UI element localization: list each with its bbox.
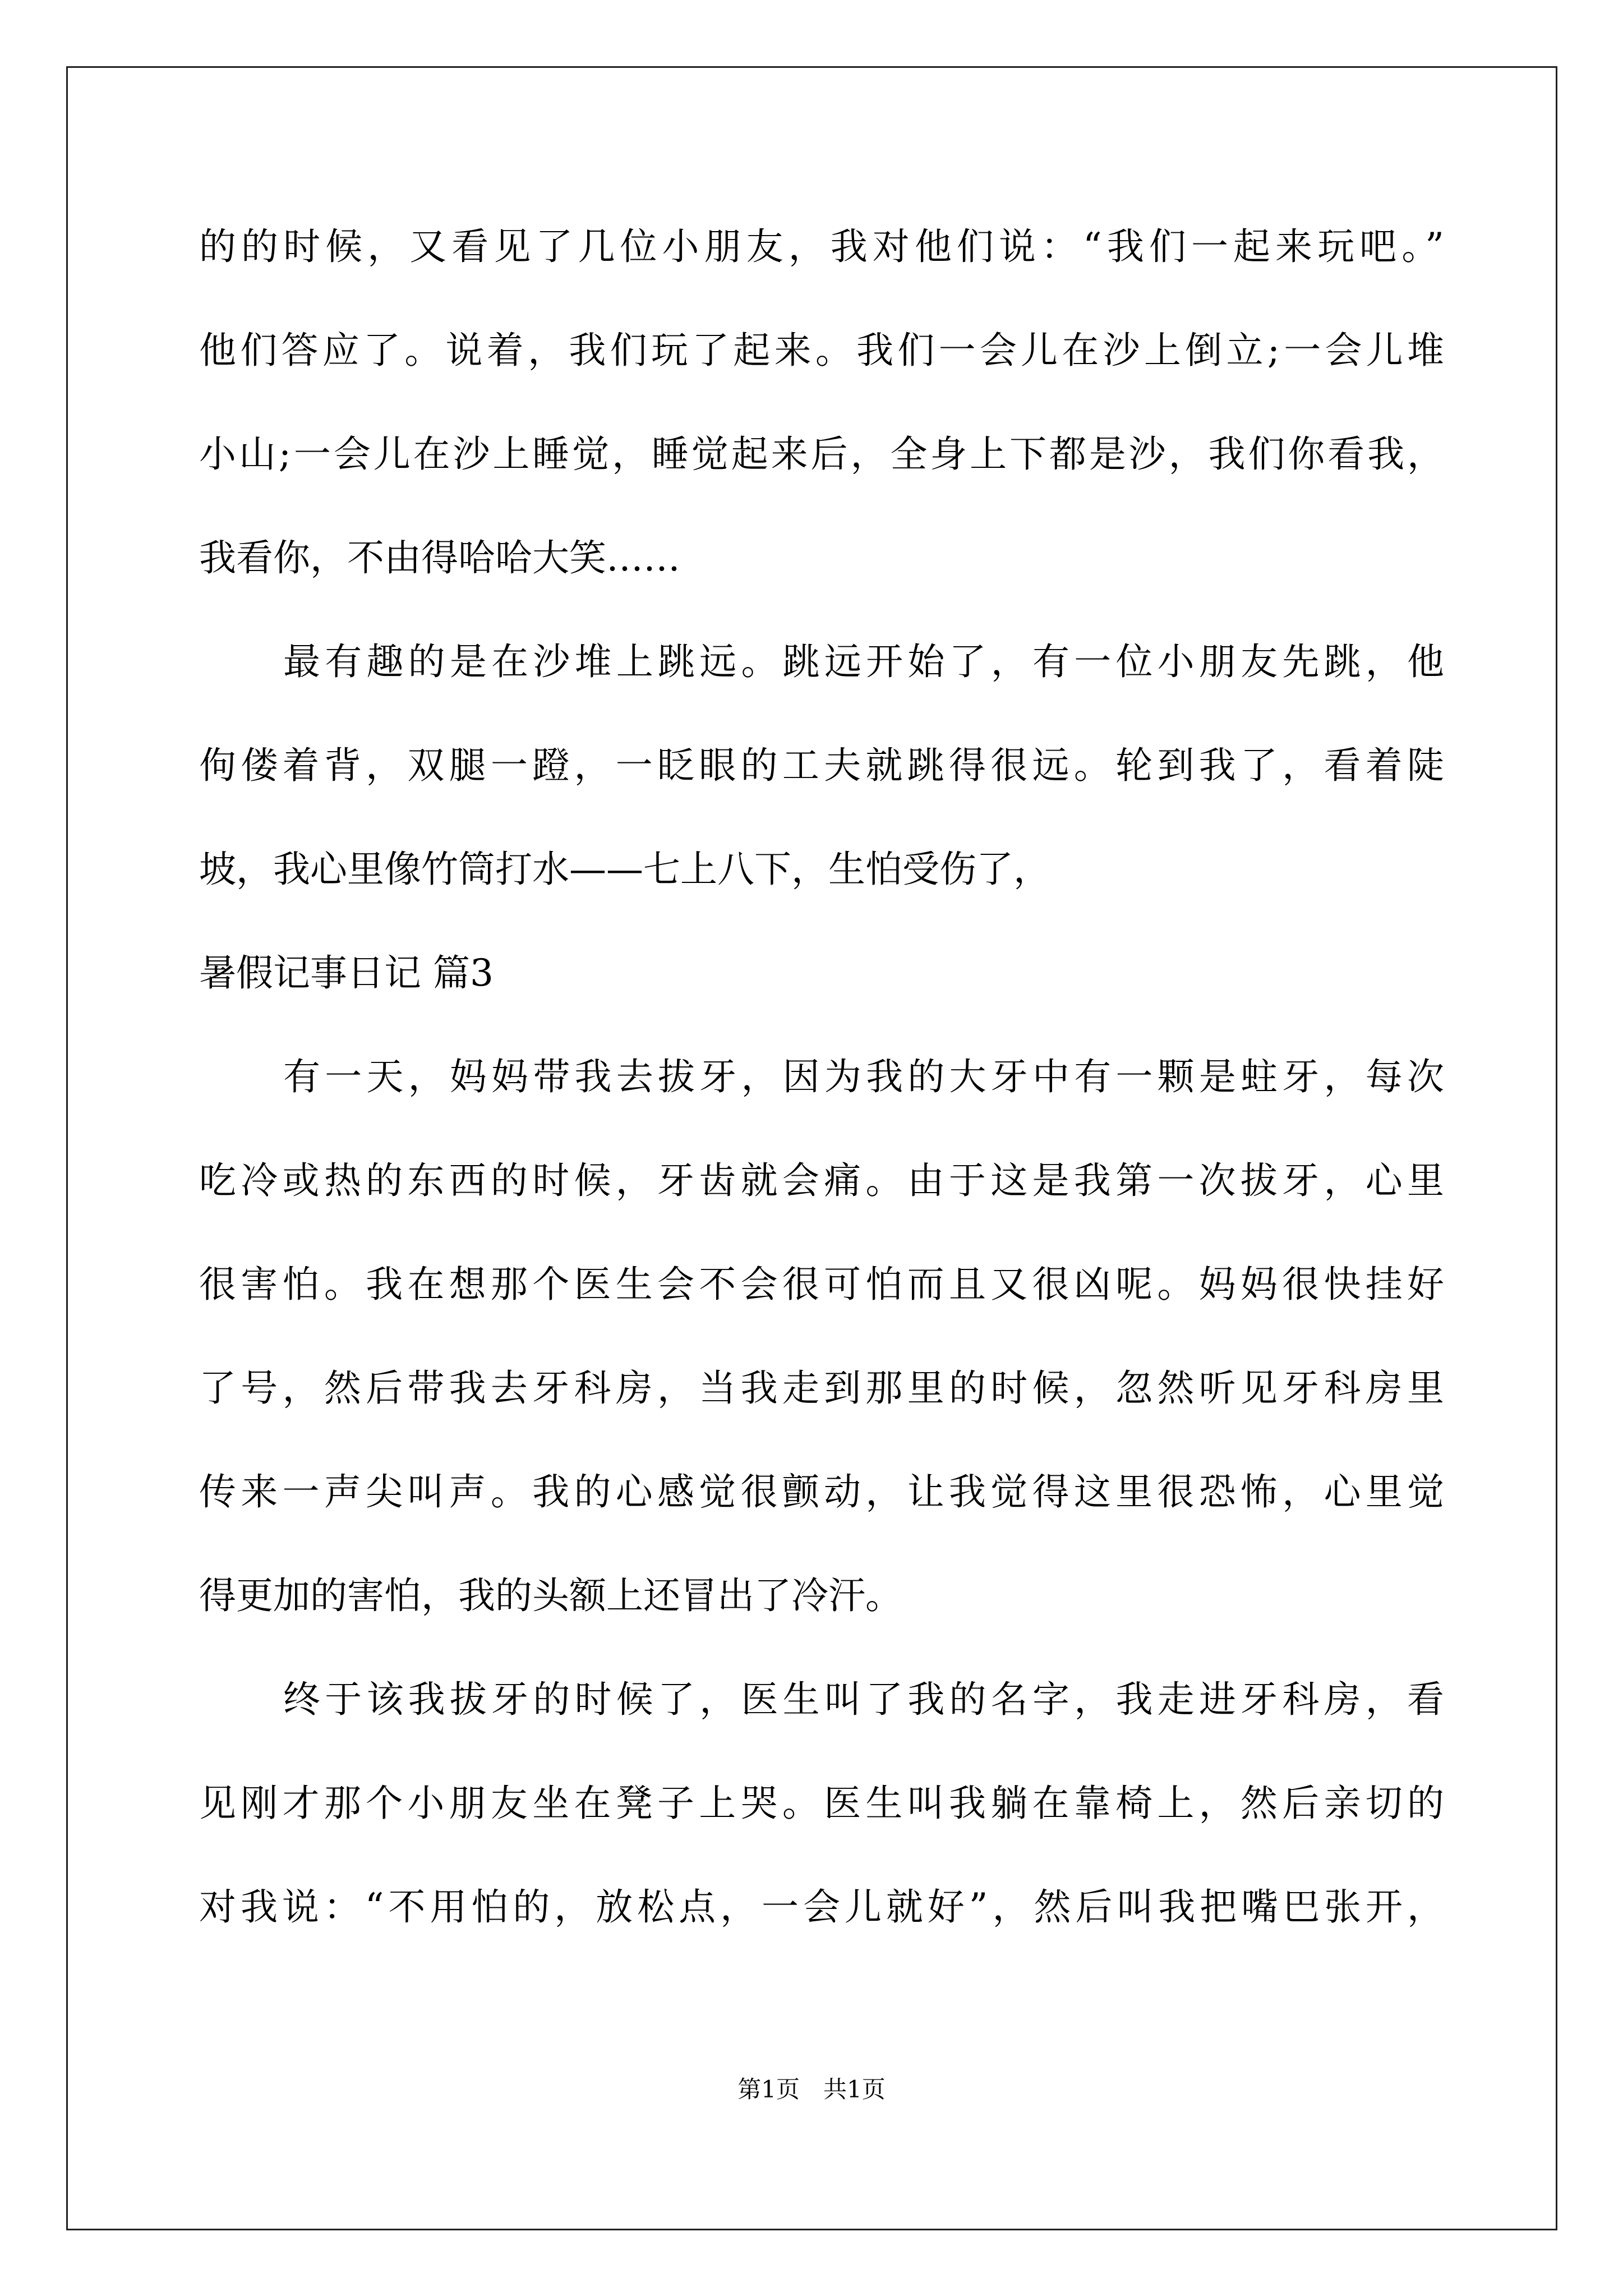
paragraph-1-line-1 [199,222,1450,272]
paragraph-2-line-1 [199,637,1449,687]
paragraph-3-line-5 [199,1467,1449,1517]
section-heading: 暑假记事日记 篇3 [199,951,494,995]
text-line: 有一天，妈妈带我去拔牙，因为我的大牙中有一颗是蛀牙，每次 [283,1055,1449,1098]
text-line: 了号，然后带我去牙科房，当我走到那里的时候，忽然听见牙科房里 [199,1366,1449,1410]
paragraph-3-line-6 [199,1571,1444,1621]
text-line: 对我说：“不用怕的，放松点，一会儿就好”，然后叫我把嘴巴张开， [199,1885,1449,1929]
text-line: 得更加的害怕，我的头额上还冒出了冷汗。 [199,1574,902,1617]
paragraph-1-line-4 [199,533,1444,583]
paragraph-2-line-3 [199,844,1444,895]
text-line: 见刚才那个小朋友坐在凳子上哭。医生叫我躺在靠椅上，然后亲切的 [199,1782,1449,1825]
text-line: 我看你，不由得哈哈大笑…… [199,536,680,579]
paragraph-3-line-1 [199,1052,1449,1102]
text-line: 传来一声尖叫声。我的心感觉很颤动，让我觉得这里很恐怖，心里觉 [199,1470,1449,1513]
paragraph-1-line-3 [199,429,1447,480]
paragraph-4-line-2 [199,1778,1449,1829]
paragraph-4-line-3 [199,1882,1449,1932]
paragraph-1-line-2 [199,325,1449,376]
paragraph-2-line-2 [199,740,1449,791]
text-line: 很害怕。我在想那个医生会不会很可怕而且又很凶呢。妈妈很快挂好 [199,1263,1449,1306]
page-footer: 第1页 共1页 [737,2076,886,2103]
text-line: 小山;一会儿在沙上睡觉，睡觉起来后，全身上下都是沙，我们你看我， [199,432,1447,476]
paragraph-3-line-2 [199,1156,1449,1206]
text-line: 佝偻着背，双腿一蹬，一眨眼的工夫就跳得很远。轮到我了，看着陡 [199,744,1449,787]
text-line: 吃冷或热的东西的时候，牙齿就会痛。由于这是我第一次拔牙，心里 [199,1159,1449,1202]
text-line: 的的时候，又看见了几位小朋友，我对他们说：“我们一起来玩吧。” [199,225,1450,268]
text-line: 终于该我拔牙的时候了，医生叫了我的名字，我走进牙科房，看 [283,1678,1449,1721]
text-line: 最有趣的是在沙堆上跳远。跳远开始了，有一位小朋友先跳，他 [283,640,1449,683]
paragraph-3-line-4 [199,1363,1449,1414]
text-line: 坡，我心里像竹筒打水——七上八下，生怕受伤了， [199,848,1050,891]
paragraph-4-line-1 [199,1674,1449,1725]
text-line: 他们答应了。说着，我们玩了起来。我们一会儿在沙上倒立;一会儿堆 [199,329,1449,372]
paragraph-3-line-3 [199,1259,1449,1310]
